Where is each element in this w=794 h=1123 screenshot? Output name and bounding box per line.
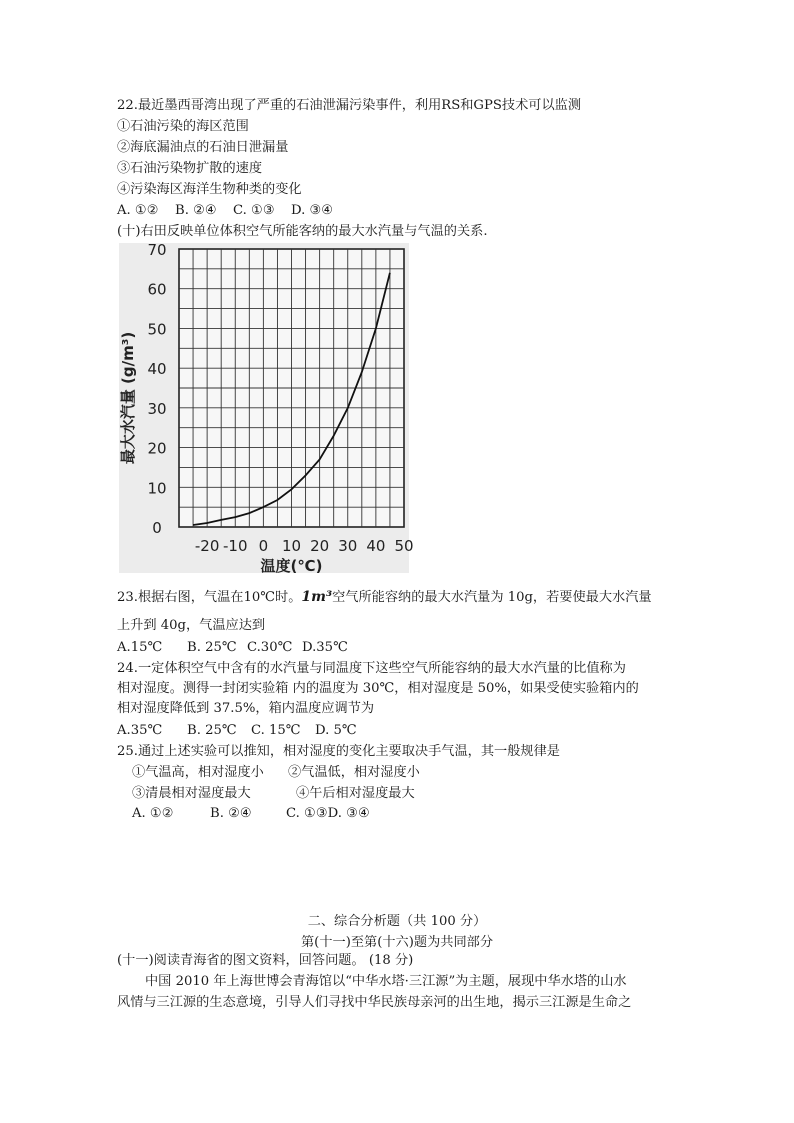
x-tick-label: 10 <box>281 537 302 555</box>
x-tick-label: -10 <box>223 537 248 555</box>
q25-options <box>132 805 370 823</box>
q23-option-b: B. 25℃ <box>187 640 237 655</box>
q23-stem-2: 上升到 40g，气温应达到 <box>117 618 266 633</box>
q23-options <box>117 639 348 657</box>
y-tick-label: 0 <box>152 519 162 537</box>
x-tick-label: 20 <box>310 537 330 555</box>
section-subtitle: 第(十一)至第(十六)题为共同部分 <box>300 935 494 950</box>
y-tick-label: 20 <box>147 439 167 458</box>
q11-para-line-1: 中国 2010 年上海世博会青海馆以“中华水塔·三江源”为主题，展现中华水塔的山水 <box>145 974 627 989</box>
q25-option-cd: C. ①③D. ③④ <box>286 806 370 821</box>
x-tick-label: 40 <box>366 537 386 555</box>
q25-item-1: ①气温高，相对湿度小 <box>132 765 264 780</box>
q11-para-line-2: 风情与三江源的生态意境，引导人们寻找中华民族母亲河的出生地，揭示三江源是生命之 <box>117 995 632 1010</box>
y-tick-label: 30 <box>147 399 167 418</box>
q22-item-1: ①石油污染的海区范围 <box>117 119 249 134</box>
q24-option-a: A.35℃ <box>117 723 163 738</box>
q23-option-c: C.30℃ <box>247 640 293 655</box>
q24-line-1: 24.一定体积空气中含有的水汽量与同温度下这些空气所能容纳的最大水汽量的比值称为 <box>117 661 626 676</box>
q24-option-c: C. 15℃ <box>251 723 301 738</box>
q23-unit: 1m³ <box>301 589 333 605</box>
y-tick-label: 40 <box>147 360 167 379</box>
q22-stem: 22.最近墨西哥湾出现了严重的石油泄漏污染事件，利用RS和GPS技术可以监测 <box>117 98 582 113</box>
q23-option-d: D.35℃ <box>302 640 348 655</box>
q23-stem-b: 空气所能容纳的最大水汽量为 10g，若要使最大水汽量 <box>332 590 652 605</box>
x-tick-label: 50 <box>394 537 414 555</box>
q25-option-a: A. ①② <box>132 806 174 821</box>
q25-stem: 25.通过上述实验可以推知，相对湿度的变化主要取决手气温，其一般规律是 <box>117 744 560 759</box>
y-tick-label: 50 <box>147 320 167 339</box>
y-tick-label: 70 <box>147 241 167 259</box>
q22-option-c: C. ①③ <box>233 203 275 218</box>
q24-line-2: 相对湿度。测得一封闭实验箱 内的温度为 30℃，相对湿度是 50%，如果受使实验箱内的 <box>117 681 639 696</box>
q11-heading: (十一)阅读青海省的图文资料，回答问题。 (18 分) <box>117 953 414 968</box>
x-tick-label: -20 <box>194 537 220 555</box>
q23-option-a: A.15℃ <box>117 640 163 655</box>
x-tick-label: 30 <box>338 537 358 555</box>
q10-intro: (十)右田反映单位体积空气所能客纳的最大水汽量与气温的关系. <box>117 224 488 239</box>
q22-option-b: B. ②④ <box>175 203 217 218</box>
q22-item-2: ②海底漏油点的石油日泄漏量 <box>117 140 289 155</box>
q22-options <box>117 202 333 220</box>
y-axis-label: 最大水汽量 (g/m³) <box>119 331 137 465</box>
q23-stem <box>117 588 652 607</box>
q22-item-4: ④污染海区海洋生物种类的变化 <box>117 182 302 197</box>
q22-option-d: D. ③④ <box>291 203 334 218</box>
q25-option-b: B. ②④ <box>210 806 252 821</box>
q25-item-3: ③清晨相对湿度最大 <box>132 786 251 801</box>
q25-row-1 <box>132 764 420 782</box>
y-tick-label: 10 <box>147 479 167 498</box>
q24-options <box>117 722 357 740</box>
y-tick-label: 60 <box>147 280 167 299</box>
x-axis-label: 温度(℃) <box>260 557 323 575</box>
q24-option-d: D. 5℃ <box>315 723 357 738</box>
q25-item-2: ②气温低，相对湿度小 <box>288 765 420 780</box>
vapor-chart <box>119 241 414 575</box>
q23-stem-a: 23.根据右图，气温在10℃时。 <box>117 590 302 605</box>
q24-line-3: 相对湿度降低到 37.5%，箱内温度应调节为 <box>117 701 375 716</box>
x-tick-label: 0 <box>258 537 269 555</box>
q22-option-a: A. ①② <box>117 203 159 218</box>
q24-option-b: B. 25℃ <box>187 723 237 738</box>
q25-row-2 <box>132 785 415 803</box>
q22-item-3: ③石油污染物扩散的速度 <box>117 161 263 176</box>
section-title: 二、综合分析题（共 100 分） <box>307 914 487 929</box>
q25-item-4: ④午后相对湿度最大 <box>296 786 415 801</box>
